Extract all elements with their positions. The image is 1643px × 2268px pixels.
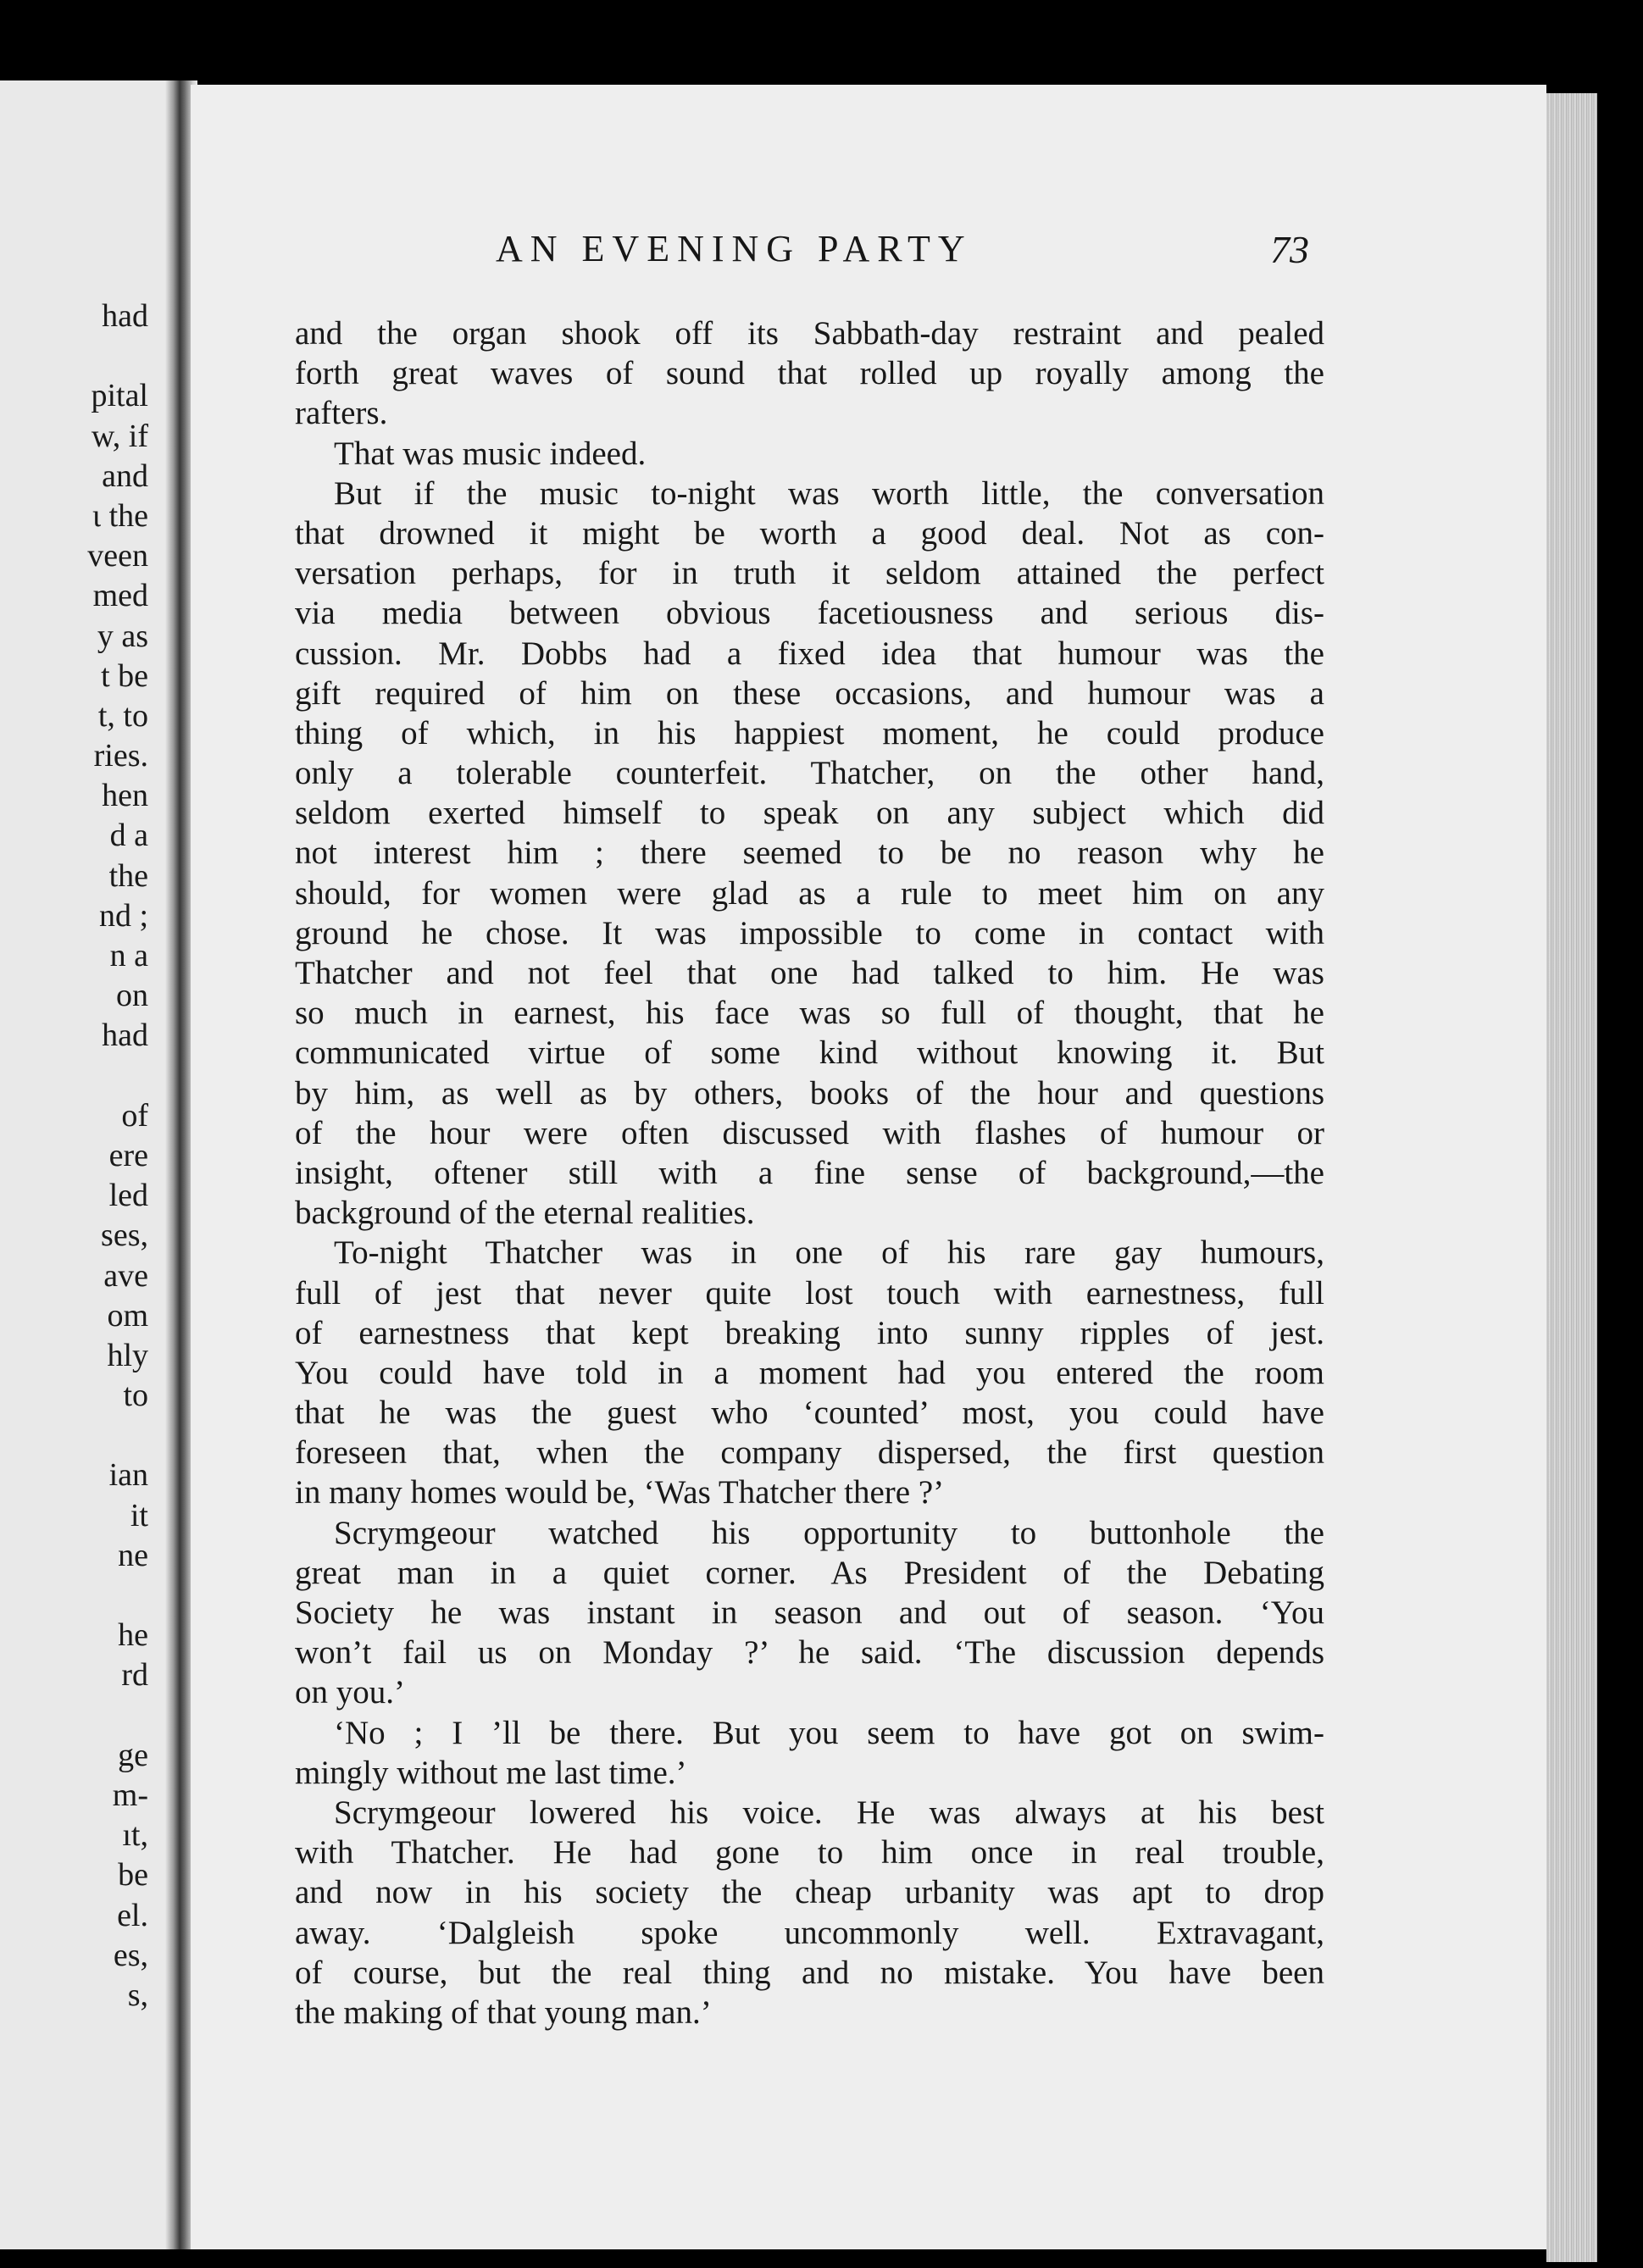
text-line: communicated virtue of some kind without knowing it. But: [295, 1034, 1324, 1072]
text-line: so much in earnest, his face was so full of thought, that he: [295, 995, 1324, 1032]
left-page-fragment: be: [118, 1857, 148, 1894]
left-page-fragment: it: [130, 1497, 148, 1533]
left-page-fragment: t, to: [97, 697, 148, 734]
text-line: cussion. Mr. Dobbs had a fixed idea that humour was the: [295, 635, 1324, 672]
text-line: insight, oftener still with a fine sense of background,—the: [295, 1154, 1324, 1191]
text-line: not interest him ; there seemed to be no reason why he: [295, 835, 1324, 872]
left-page-fragment: on: [116, 978, 148, 1014]
left-page-fragment: [87, 1416, 148, 1456]
left-page-fragment: to: [123, 1378, 148, 1414]
left-page-fragment: n a: [109, 938, 148, 973]
text-line: of course, but the real thing and no mistake. You have been: [295, 1954, 1324, 1991]
left-page-fragment: had: [102, 1018, 148, 1054]
text-line: on you.’: [295, 1674, 405, 1711]
text-line: won’t fail us on Monday ?’ he said. ‘The discussion depends: [295, 1634, 1324, 1672]
left-page-fragment: ıt,: [122, 1817, 148, 1854]
left-page-fragment: led: [108, 1178, 148, 1214]
text-line: of earnestness that kept breaking into sunny ripples of jest.: [295, 1314, 1324, 1351]
text-line: by him, as well as by others, books of the hour and questions: [295, 1074, 1324, 1112]
left-page-fragment: w, if: [91, 418, 148, 454]
text-line: ‘No ; I ’ll be there. But you seem to have got on swim-: [334, 1714, 1324, 1751]
text-line: the making of that young man.’: [295, 1994, 712, 2031]
page-header: [496, 227, 1309, 278]
left-page-fragment: and: [102, 457, 148, 494]
left-page-fragment: t be: [101, 657, 148, 694]
left-page-fragment: nd ;: [98, 897, 148, 934]
text-line: versation perhaps, for in truth it seldom attained the perfect: [295, 555, 1324, 592]
left-page-fragment: he: [118, 1617, 148, 1654]
text-line: background of the eternal realities.: [295, 1195, 755, 1232]
left-page-fragment: hen: [102, 778, 148, 814]
left-page-fragment: med: [92, 578, 148, 614]
left-page-fragment: ses,: [101, 1217, 148, 1254]
left-page-fragment: y as: [97, 618, 148, 654]
previous-page: [0, 80, 174, 2249]
left-page-fragment: m-: [112, 1777, 148, 1813]
text-line: Thatcher and not feel that one had talked to him. He was: [295, 955, 1324, 991]
left-page-fragment: [87, 336, 148, 376]
text-line: foreseen that, when the company dispersed, the first question: [295, 1434, 1324, 1472]
text-line: mingly without me last time.’: [295, 1754, 687, 1791]
text-line: Scrymgeour lowered his voice. He was always at his best: [334, 1794, 1324, 1831]
text-line: To-night Thatcher was in one of his rare gay humours,: [334, 1234, 1324, 1272]
text-line: of the hour were often discussed with flashes of humour or: [295, 1114, 1324, 1151]
text-line: only a tolerable counterfeit. Thatcher, on the other hand,: [295, 755, 1324, 792]
left-page-fragment: the: [108, 857, 148, 894]
text-line: in many homes would be, ‘Was Thatcher there ?’: [295, 1474, 945, 1511]
previous-page-text-fragments: [87, 297, 148, 2016]
left-page-fragment: ave: [103, 1257, 148, 1294]
page-number: 73: [1270, 228, 1309, 271]
left-page-fragment: [87, 1576, 148, 1616]
left-page-fragment: ere: [108, 1137, 148, 1173]
text-line: But if the music to-night was worth little, the conversation: [334, 474, 1324, 512]
body-text: [295, 313, 1324, 2032]
left-page-fragment: ries.: [93, 738, 148, 774]
page-edges: [1546, 93, 1597, 2262]
text-line: gift required of him on these occasions, and humour was a: [295, 674, 1324, 712]
text-line: via media between obvious facetiousness and serious dis-: [295, 595, 1324, 632]
left-page-fragment: rd: [121, 1657, 148, 1694]
left-page-fragment: el.: [117, 1897, 148, 1933]
left-page-fragment: hly: [107, 1337, 148, 1373]
text-line: Society he was instant in season and out of season. ‘You: [295, 1594, 1324, 1631]
text-line: and the organ shook off its Sabbath-day restraint and pealed: [295, 315, 1324, 352]
left-page-fragment: pital: [91, 378, 148, 414]
text-line: and now in his society the cheap urbanity was apt to drop: [295, 1874, 1324, 1911]
left-page-fragment: om: [107, 1297, 148, 1334]
text-line: full of jest that never quite lost touch with earnestness, full: [295, 1274, 1324, 1311]
text-line: great man in a quiet corner. As President of the Debating: [295, 1554, 1324, 1591]
left-page-fragment: ne: [118, 1537, 148, 1573]
left-page-fragment: es,: [113, 1937, 148, 1973]
text-line: That was music indeed.: [334, 435, 647, 472]
running-head: AN EVENING PARTY: [496, 228, 973, 269]
text-line: forth great waves of sound that rolled up royally among the: [295, 355, 1324, 392]
left-page-fragment: ge: [118, 1737, 148, 1773]
left-page-fragment: had: [102, 298, 148, 334]
left-page-fragment: [87, 1696, 148, 1736]
text-line: seldom exerted himself to speak on any subject which did: [295, 795, 1324, 832]
text-line: thing of which, in his happiest moment, he could produce: [295, 714, 1324, 751]
left-page-fragment: ian: [108, 1457, 148, 1494]
text-line: Scrymgeour watched his opportunity to buttonhole the: [334, 1514, 1324, 1551]
left-page-fragment: ι the: [92, 497, 148, 534]
left-page-fragment: d a: [109, 818, 148, 854]
left-page-fragment: s,: [127, 1977, 148, 2013]
text-line: that he was the guest who ‘counted’ most, you could have: [295, 1395, 1324, 1432]
text-line: should, for women were glad as a rule to meet him on any: [295, 874, 1324, 912]
text-line: rafters.: [295, 395, 388, 432]
text-line: ground he chose. It was impossible to come in contact with: [295, 914, 1324, 951]
text-line: with Thatcher. He had gone to him once in real trouble,: [295, 1834, 1324, 1872]
text-line: that drowned it might be worth a good deal. Not as con-: [295, 514, 1324, 552]
left-page-fragment: [87, 1056, 148, 1096]
left-page-fragment: of: [121, 1097, 148, 1134]
text-line: You could have told in a moment had you entered the room: [295, 1354, 1324, 1391]
left-page-fragment: veen: [87, 538, 148, 574]
text-line: away. ‘Dalgleish spoke uncommonly well. Extravagant,: [295, 1914, 1324, 1951]
